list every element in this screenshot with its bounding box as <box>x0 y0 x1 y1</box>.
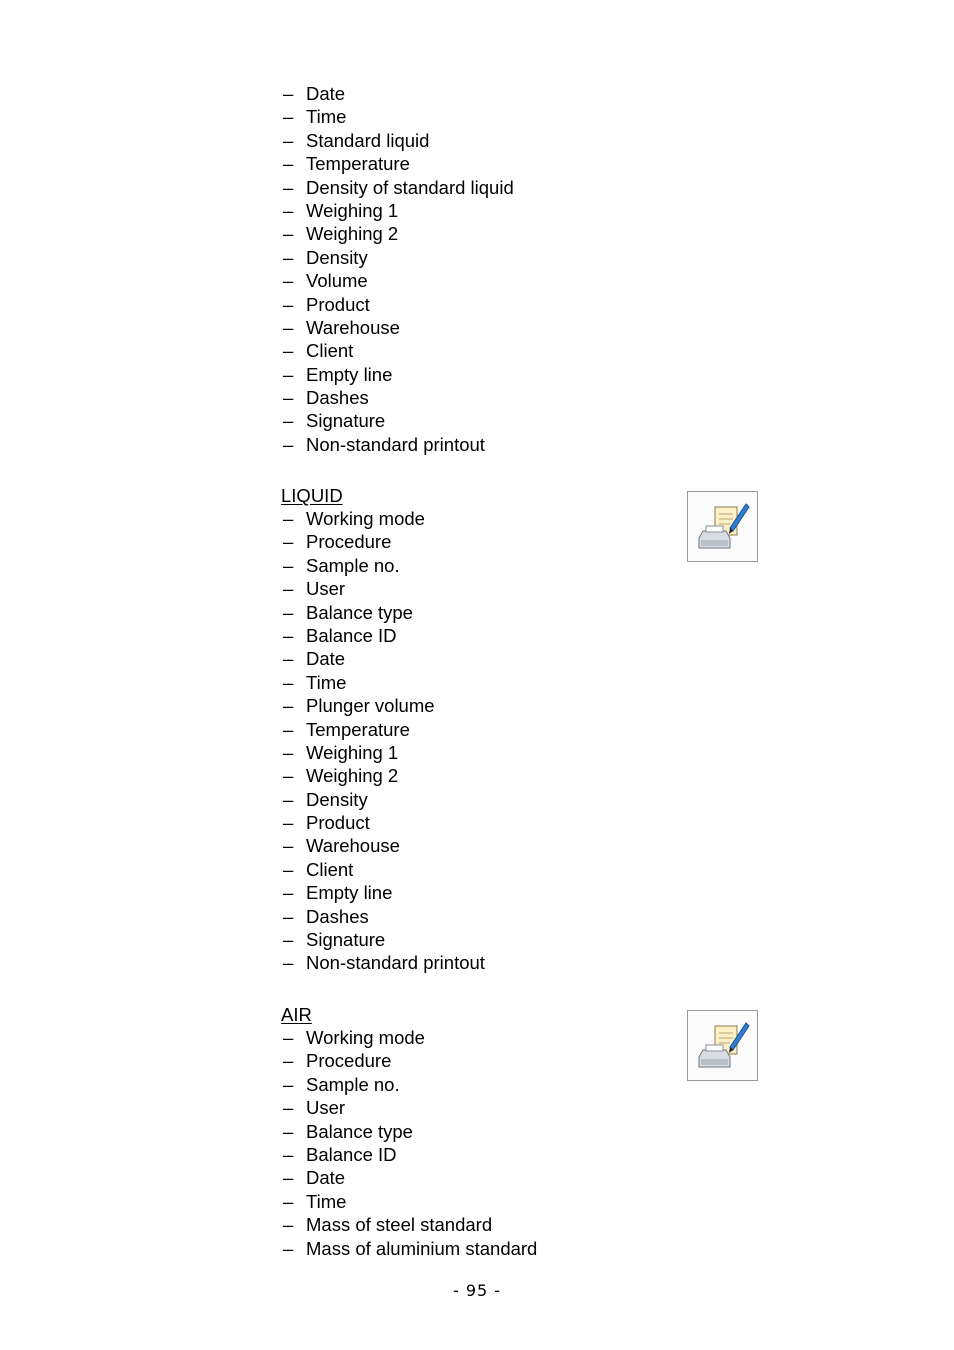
printout-edit-icon <box>694 498 752 556</box>
air-printout-button[interactable] <box>687 1010 758 1081</box>
liquid-printout-button[interactable] <box>687 491 758 562</box>
list-item: – Product <box>283 812 370 834</box>
list-item: – Date <box>283 1167 346 1189</box>
list-item: – Warehouse <box>283 316 400 338</box>
list-item: – Date <box>283 83 346 104</box>
list-item: – Working mode <box>283 508 425 529</box>
list-item: – User <box>283 578 346 600</box>
list-item: – Density of standard liquid <box>283 176 514 198</box>
list-item: – Mass of aluminium standard <box>283 1237 538 1259</box>
page-number: - 95 - <box>452 1281 502 1300</box>
list-item: – Working mode <box>283 1027 425 1048</box>
list-item: – Balance type <box>283 601 413 623</box>
list-item: – Warehouse <box>283 835 400 857</box>
list-item: – Client <box>283 858 354 880</box>
list-item: – Volume <box>283 270 368 292</box>
list-item: – Weighing 2 <box>283 223 399 245</box>
list-item: – Product <box>283 293 370 315</box>
list-item: – Empty line <box>283 363 393 385</box>
list-item: – Dashes <box>283 905 369 927</box>
liquid-list <box>281 507 485 975</box>
list-item: – Date <box>283 648 346 670</box>
list-item: – Time <box>283 106 347 128</box>
list-item: – Procedure <box>283 1050 392 1072</box>
list-item: – Balance type <box>283 1120 413 1142</box>
list-item: – Weighing 1 <box>283 199 399 221</box>
list-item: – Sample no. <box>283 1073 400 1095</box>
list-item: – Sample no. <box>283 554 400 576</box>
list-item: – Non-standard printout <box>283 952 485 974</box>
list-item: – Density <box>283 788 368 810</box>
list-item: – User <box>283 1097 346 1119</box>
list-item: – Time <box>283 1190 347 1212</box>
air-section-title: AIR <box>281 1004 312 1025</box>
list-item: – Temperature <box>283 718 410 740</box>
list-item: – Dashes <box>283 387 369 409</box>
list-item: – Non-standard printout <box>283 433 485 455</box>
printout-edit-icon <box>694 1017 752 1075</box>
list-item: – Signature <box>283 929 386 951</box>
list-item: – Empty line <box>283 882 393 904</box>
top-list <box>281 82 514 456</box>
list-item: – Temperature <box>283 153 410 175</box>
liquid-section-title: LIQUID <box>281 485 343 506</box>
list-item: – Weighing 2 <box>283 765 399 787</box>
list-item: – Balance ID <box>283 1143 397 1165</box>
list-item: – Weighing 1 <box>283 741 399 763</box>
list-item: – Mass of steel standard <box>283 1214 493 1236</box>
list-item: – Plunger volume <box>283 695 435 717</box>
list-item: – Balance ID <box>283 624 397 646</box>
list-item: – Client <box>283 340 354 362</box>
list-item: – Standard liquid <box>283 129 430 151</box>
list-item: – Procedure <box>283 531 392 553</box>
air-list <box>281 1026 537 1260</box>
list-item: – Density <box>283 246 368 268</box>
list-item: – Signature <box>283 410 386 432</box>
list-item: – Time <box>283 671 347 693</box>
